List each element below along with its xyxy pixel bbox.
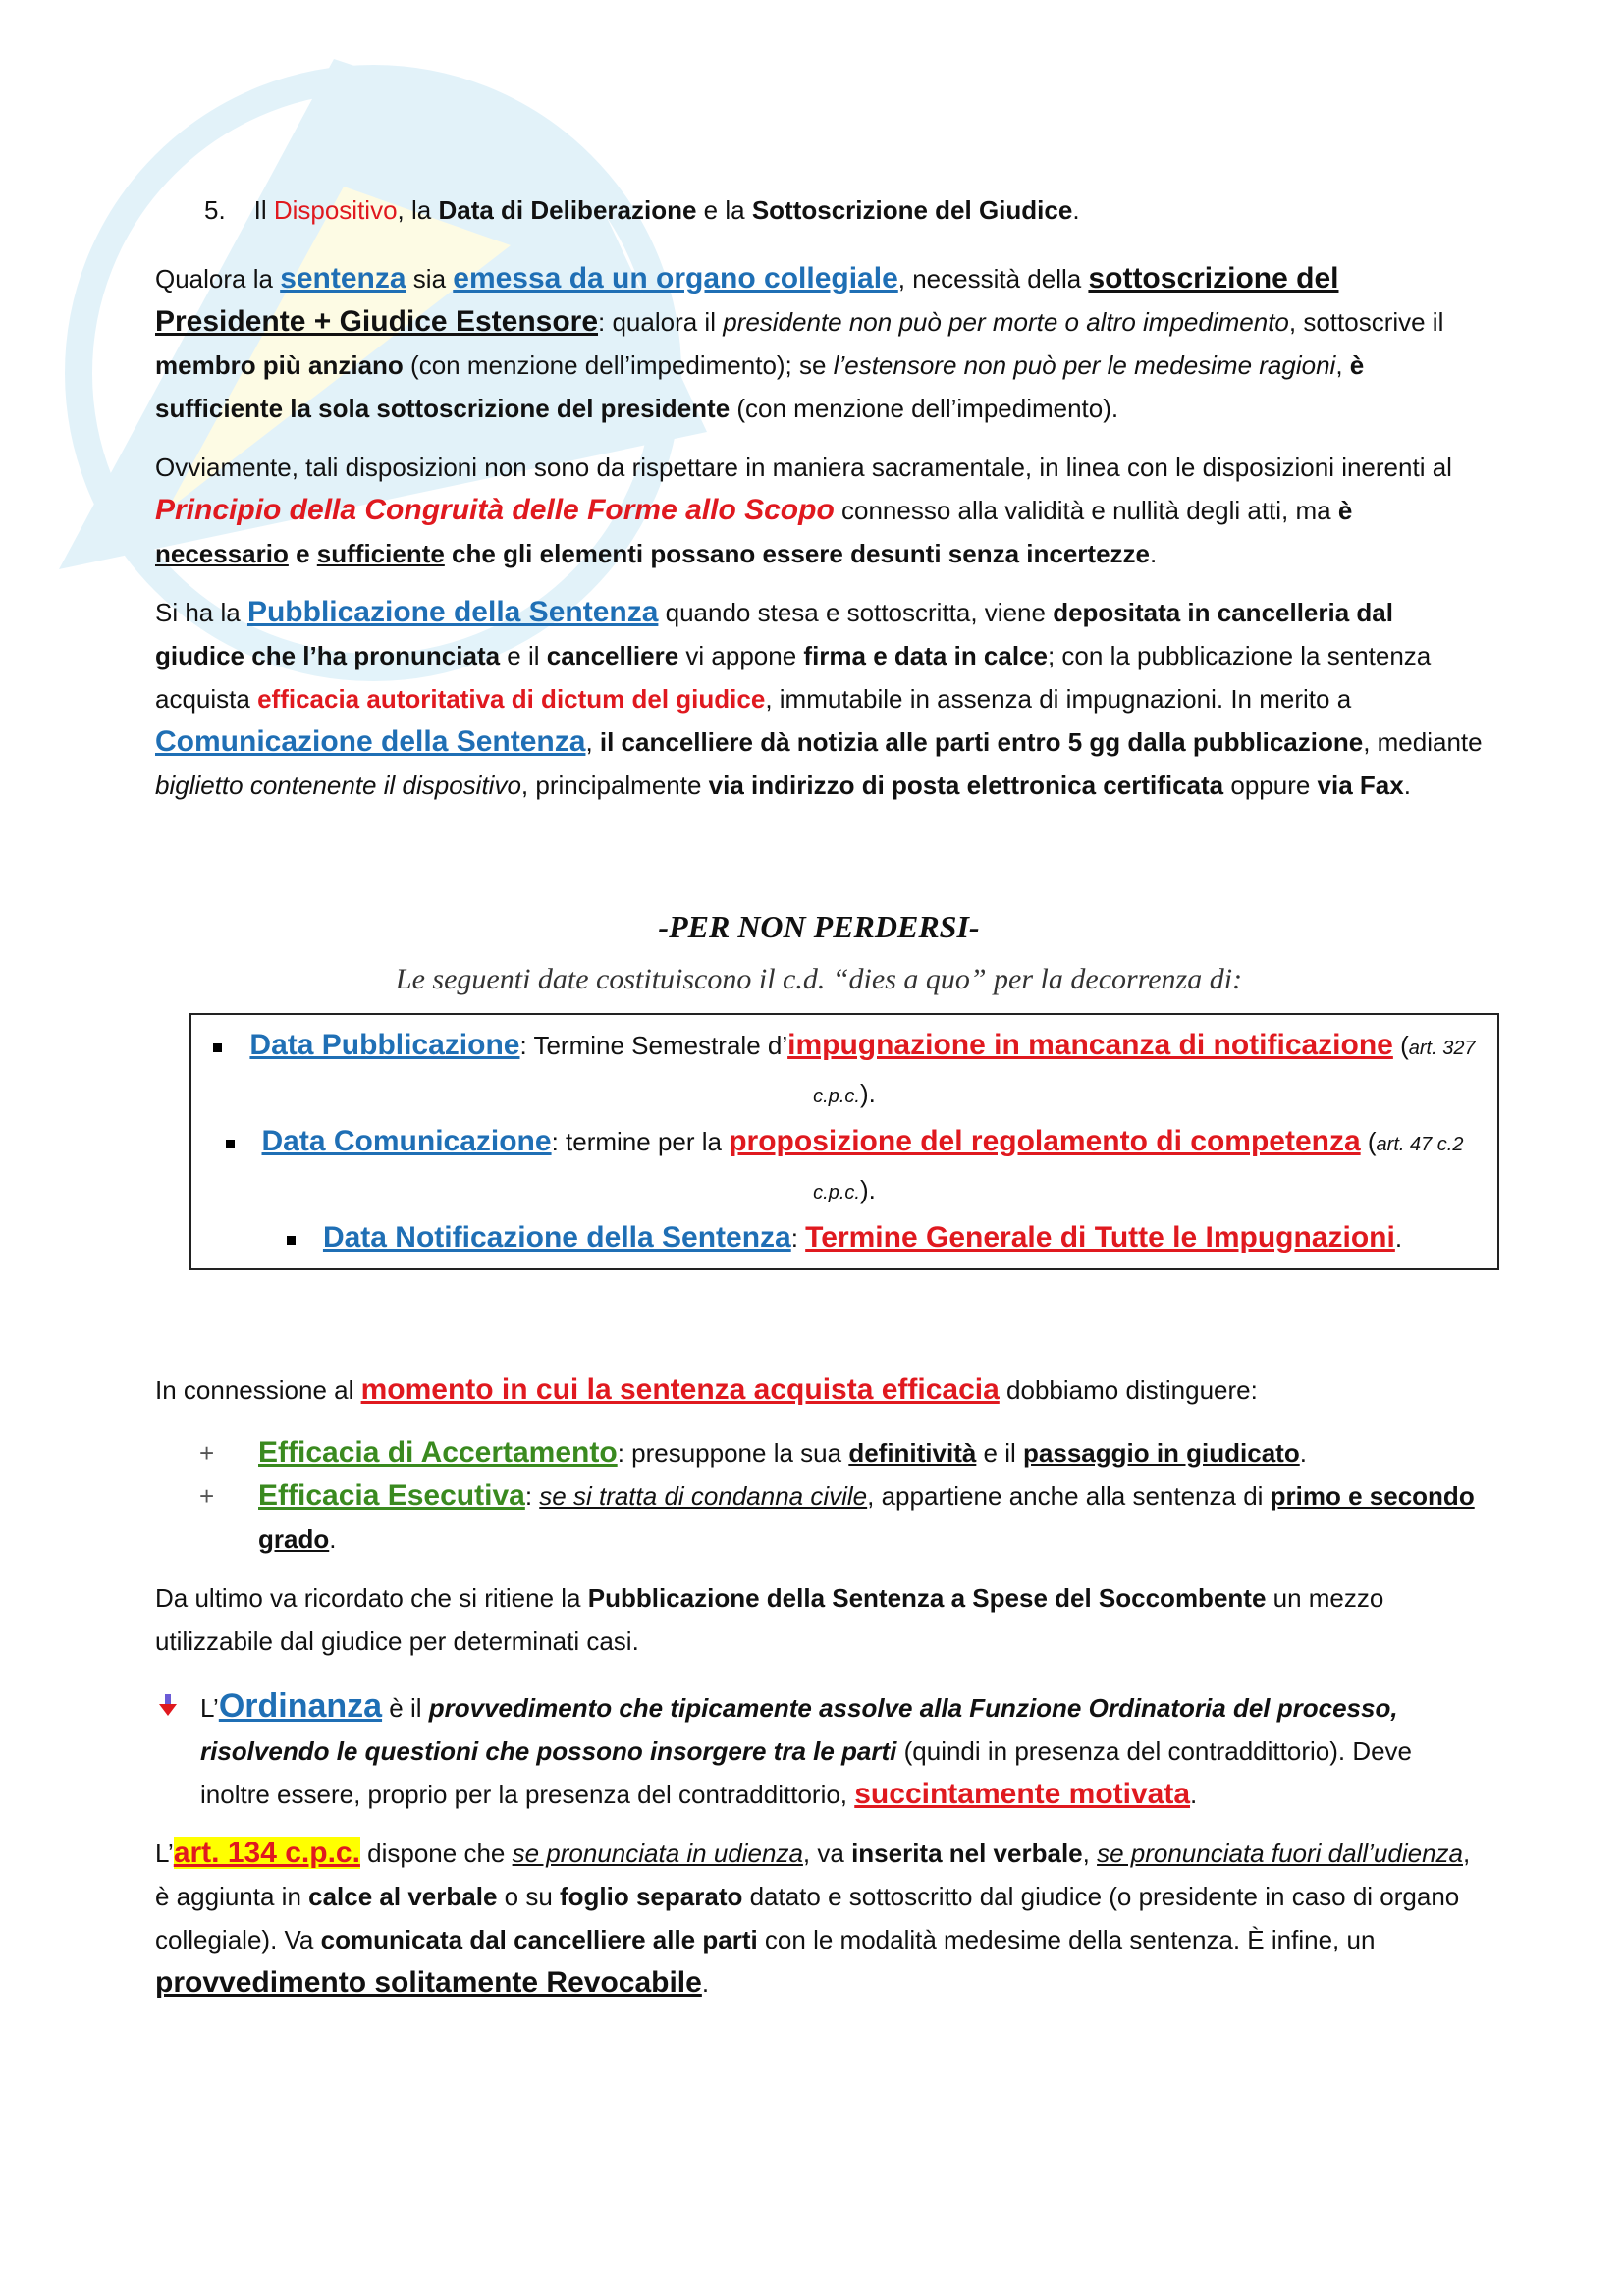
text: passaggio in giudicato [1023,1438,1300,1468]
text: dispone che [359,1839,513,1868]
text: ). [859,1175,876,1204]
text: ). [859,1079,876,1108]
text: Data Pubblicazione [249,1029,520,1061]
text: art. 47 c.2 c.p.c. [813,1134,1464,1203]
box-row-notificazione [191,1215,1497,1260]
text: inserita nel verbale [851,1839,1083,1868]
paragraph-collegiale [155,257,1483,430]
text: un mezzo utilizzabile dal giudice per determinati casi. [155,1583,1384,1656]
text: Il [253,195,274,225]
data-deliberazione-term: Data di Deliberazione [438,195,697,225]
text: efficacia autoritativa di dictum del giudice [257,684,766,714]
text: sufficiente [316,539,445,568]
text: , va [802,1839,852,1868]
organo-collegiale-term: emessa da un organo collegiale [453,262,898,294]
item-number: 5. [204,195,226,225]
text: , [585,727,600,757]
section-subtitle: Le seguenti date costituiscono il c.d. “dies a quo” per la decorrenza di: [395,963,1243,995]
box-row-comunicazione [191,1119,1497,1215]
text: firma e data in calce [803,641,1048,670]
section-title: -PER NON PERDERSI- [658,909,980,944]
text: (quindi in presenza del contraddittorio). Deve inoltre essere, proprio per la presenza del contraddittorio, [200,1736,1413,1809]
text: biglietto contenente il dispositivo [155,771,521,800]
sottoscrizione-term: Sottoscrizione del Giudice [751,195,1073,225]
sentenza-term: sentenza [280,262,406,294]
text: datato e sottoscritto dal giudice (o presidente in caso di organo collegiale). Va [155,1882,1460,1954]
text: foglio separato [560,1882,743,1911]
text: , immutabile in assenza di impugnazioni. In merito a [765,684,1352,714]
text: membro più anziano [155,350,404,380]
text: . [1394,1223,1403,1253]
text: quando stesa e sottoscritta, viene [658,598,1054,627]
text: che gli elementi possano essere desunti senza incertezze [444,539,1150,568]
ordinanza-text [200,1684,1483,1816]
square-bullet-icon [226,1140,235,1148]
text: Ordinanza [218,1687,383,1725]
text: , è aggiunta in [155,1839,1471,1911]
text: : qualora il [598,307,724,337]
text: ; con la pubblicazione la sentenza acquista [155,641,1432,714]
text: . [701,1968,710,1998]
text: comunicata dal cancelliere alle parti [320,1925,758,1954]
text: calce al verbale [308,1882,498,1911]
text: dobbiamo distinguere: [999,1375,1258,1405]
text: provvedimento solitamente Revocabile [155,1966,702,1999]
text: Da ultimo va ricordato che si ritiene la [155,1583,588,1613]
text: se pronunciata in udienza [512,1839,803,1868]
text: Termine Generale di Tutte le Impugnazioni [805,1221,1395,1254]
text: è il [382,1693,429,1723]
text: art. 134 c.p.c. [173,1837,360,1869]
plus-bullet-icon: + [199,1481,215,1511]
text: , [1335,350,1350,380]
text: se pronunciata fuori dall’udienza [1097,1839,1463,1868]
text: : termine per la [551,1127,730,1156]
text: è sufficiente la sola sottoscrizione del presidente [155,350,1365,423]
paragraph-ordinanza [155,1684,1483,1816]
text: provvedimento che tipicamente assolve alla Funzione Ordinatoria del processo, risolvendo le questioni che possono insorgere tra le parti [200,1693,1398,1766]
square-bullet-icon [213,1043,222,1052]
sottoscrizione-presidente-term: sottoscrizione del Presidente + Giudice Estensore [155,262,1339,338]
dates-box [189,1013,1499,1270]
text: Efficacia di Accertamento [258,1436,618,1468]
text: momento in cui la sentenza acquista efficacia [360,1373,1000,1406]
text: connesso alla validità e nullità degli atti, ma [834,496,1338,525]
text: , la [397,195,439,225]
text: : presuppone la sua [617,1438,849,1468]
text: , principalmente [520,771,709,800]
text: Qualora la [155,264,281,294]
text: : [790,1223,806,1253]
text: se si tratta di condanna civile [539,1481,868,1511]
text: : Termine Semestrale d’ [519,1031,788,1060]
text: : [524,1481,540,1511]
text: , mediante [1363,727,1483,757]
text: Pubblicazione della Sentenza a Spese del Soccombente [587,1583,1267,1613]
text: definitività [848,1438,977,1468]
text: e il [500,641,547,670]
text: In connessione al [155,1375,361,1405]
text: , sottoscrive il [1288,307,1444,337]
text: cancelliere [546,641,679,670]
principio-congruita-term: Principio della Congruità delle Forme allo Scopo [155,494,835,526]
paragraph-soccombente [155,1576,1483,1663]
text: con le modalità medesime della sentenza. È infine, un [757,1925,1376,1954]
document-body [155,188,1483,2004]
text: Si ha la [155,598,247,627]
square-bullet-icon [287,1236,296,1245]
list-item-5 [204,188,1483,232]
text: L’ [155,1839,174,1868]
text: L’ [200,1693,219,1723]
text: e la [696,195,752,225]
text: e [288,539,317,568]
text: , [1082,1839,1098,1868]
text: ( [1392,1031,1409,1060]
paragraph-art134 [155,1832,1483,2004]
text: e il [976,1438,1024,1468]
list-item [199,1474,1483,1561]
arrow-down-bullet-icon [155,1692,181,1718]
text: necessario [155,539,289,568]
text: Data Comunicazione [261,1125,552,1157]
text: (con menzione dell’impedimento). [730,394,1119,423]
text: art. 327 c.p.c. [813,1038,1476,1107]
text: . [329,1524,337,1554]
text: o su [497,1882,560,1911]
paragraph-pubblicazione [155,591,1483,807]
text: sia [406,264,454,294]
comunicazione-term: Comunicazione della Sentenza [155,725,586,758]
list-item [199,1431,1483,1474]
text: presidente non può per morte o altro impedimento [723,307,1289,337]
text: . [1072,195,1080,225]
text: impugnazione in mancanza di notificazione [787,1029,1393,1061]
text: via indirizzo di posta elettronica certificata [708,771,1224,800]
pubblicazione-term: Pubblicazione della Sentenza [246,596,659,628]
text: , necessità della [897,264,1089,294]
dispositivo-term: Dispositivo [273,195,398,225]
text: Ovviamente, tali disposizioni non sono da rispettare in maniera sacramentale, in linea con le disposizioni inerenti al [155,453,1452,482]
text: primo e secondo grado [258,1481,1475,1554]
text: via Fax [1317,771,1404,800]
efficacia-list [199,1431,1483,1561]
text: . [1403,771,1411,800]
paragraph-connessione [155,1368,1483,1412]
text: ( [1360,1127,1377,1156]
text: vi appone [678,641,804,670]
text: (con menzione dell’impedimento); se [403,350,834,380]
text: . [1190,1780,1198,1809]
box-row-pubblicazione [191,1023,1497,1119]
text: . [1150,539,1158,568]
text: l’estensore non può per le medesime ragioni [833,350,1336,380]
text: proposizione del regolamento di competenza [729,1125,1361,1157]
text: , appartiene anche alla sentenza di [867,1481,1271,1511]
text: il cancelliere dà notizia alle parti entro 5 gg dalla pubblicazione [599,727,1364,757]
paragraph-congruita [155,446,1483,575]
text: succintamente motivata [854,1778,1191,1810]
text: oppure [1223,771,1318,800]
text: Data Notificazione della Sentenza [322,1221,791,1254]
text: . [1299,1438,1307,1468]
text: è [1337,496,1353,525]
text: depositata in cancelleria dal giudice che l’ha pronunciata [155,598,1393,670]
plus-bullet-icon: + [199,1438,215,1468]
text: Efficacia Esecutiva [258,1479,525,1512]
